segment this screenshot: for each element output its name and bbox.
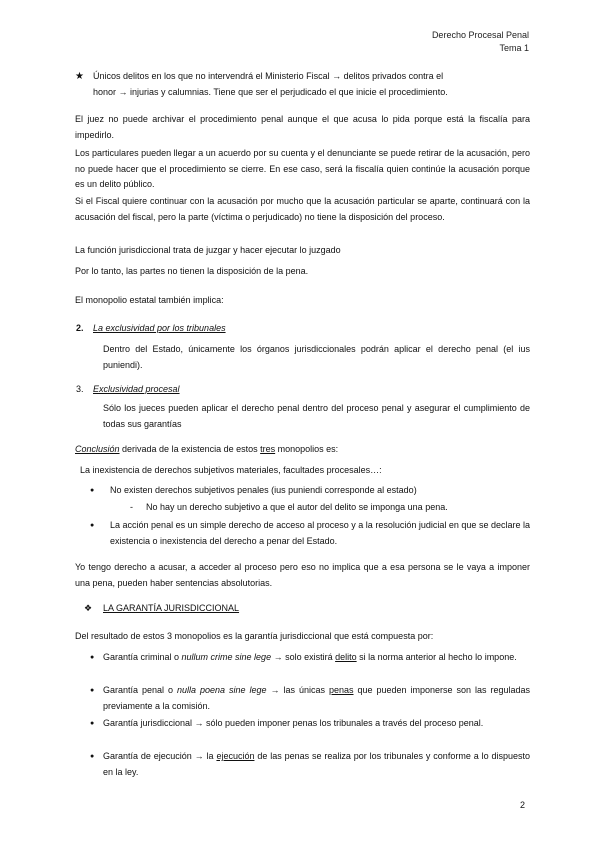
garantia-jurisdiccional: Garantía jurisdiccional → sólo pueden imponer penas los tribunales a través del proceso penal. (103, 718, 484, 728)
item2-text: Dentro del Estado, únicamente los órganos jurisdiccionales podrán aplicar el derecho penal (el ius puniendi). (103, 344, 530, 370)
paragraph-acusar: Yo tengo derecho a acusar, a acceder al proceso pero eso no implica que a esa persona se le vaya a imponer una pena, pueden haber sentencias absolutorias. (75, 562, 530, 588)
bullet-accion: La acción penal es un simple derecho de acceso al proceso y a la resolución judicial en que se declare la existencia o inexistencia del derecho a penar del Estado. (110, 520, 530, 546)
paragraph-fiscal: Si el Fiscal quiere continuar con la acusación por mucho que la acusación particular se aparte, continuará con la acusación del fiscal, pero la parte (víctima o perjudicado) no tiene la disposición del proceso. (75, 196, 530, 222)
dash-icon: - (130, 502, 133, 512)
header-subject: Derecho Procesal Penal (431, 30, 529, 40)
bullet-icon: ● (90, 687, 95, 694)
star-item-line2: honor → injurias y calumnias. Tiene que ser el perjudicado el que inicie el procedimiento. (93, 87, 448, 97)
paragraph-funcion: La función jurisdiccional trata de juzgar y hacer ejecutar lo juzgado (75, 245, 341, 255)
garantia-criminal: Garantía criminal o nullum crime sine lege → solo existirá delito si la norma anterior al hecho lo impone. (103, 652, 517, 662)
item3-title: Exclusividad procesal (93, 384, 180, 394)
bullet-icon: ● (90, 654, 95, 661)
section-title: LA GARANTÍA JURISDICCIONAL (103, 603, 240, 613)
page-number: 2 (519, 800, 525, 810)
paragraph-juez: El juez no puede archivar el procedimiento penal aunque el que acusa lo pida porque está la fiscalía para impedirlo. (75, 114, 530, 140)
diamond-icon: ❖ (84, 603, 93, 613)
header-topic: Tema 1 (499, 43, 529, 53)
garantia-penal: Garantía penal o nulla poena sine lege → las únicas penas que pueden imponerse son las reguladas previamente a la comisión. (103, 685, 530, 711)
item2-title: La exclusividad por los tribunales (93, 323, 226, 333)
star-item-line1: Únicos delitos en los que no intervendrá el Ministerio Fiscal → delitos privados contra el (93, 71, 444, 81)
paragraph-partes: Por lo tanto, las partes no tienen la disposición de la pena. (75, 266, 309, 276)
bullet-icon: ● (90, 522, 95, 529)
bullet-icon: ● (90, 753, 95, 760)
paragraph-monopolio: El monopolio estatal también implica: (75, 295, 224, 305)
bullet-derechos: No existen derechos subjetivos penales (ius puniendi corresponde al estado) (110, 485, 417, 495)
item3-number: 3. (76, 384, 84, 394)
item3-text: Sólo los jueces pueden aplicar el derecho penal dentro del proceso penal y asegurar el cumplimiento de todas sus garantías (103, 403, 530, 429)
item2-number: 2. (76, 323, 84, 333)
paragraph-resultado: Del resultado de estos 3 monopolios es la garantía jurisdiccional que está compuesta por: (75, 631, 434, 641)
subbullet-autor: No hay un derecho subjetivo a que el autor del delito se imponga una pena. (146, 502, 448, 512)
bullet-icon: ● (90, 487, 95, 494)
bullet-icon: ● (90, 720, 95, 727)
inexistencia-line: La inexistencia de derechos subjetivos materiales, facultades procesales…: (80, 465, 382, 475)
conclusion-line: Conclusión derivada de la existencia de estos tres monopolios es: (75, 444, 339, 454)
star-icon: ★ (75, 71, 84, 82)
paragraph-particulares: Los particulares pueden llegar a un acuerdo por su cuenta y el denunciante se puede retirar de la acusación, pero no puede hacer que el procedimiento se cierre. En ese caso, será la fiscalía quien continúe la acusación porque es un delito público. (75, 148, 530, 189)
garantia-ejecucion: Garantía de ejecución → la ejecución de las penas se realiza por los tribunales y conforme a lo dispuesto en la ley. (103, 751, 530, 777)
